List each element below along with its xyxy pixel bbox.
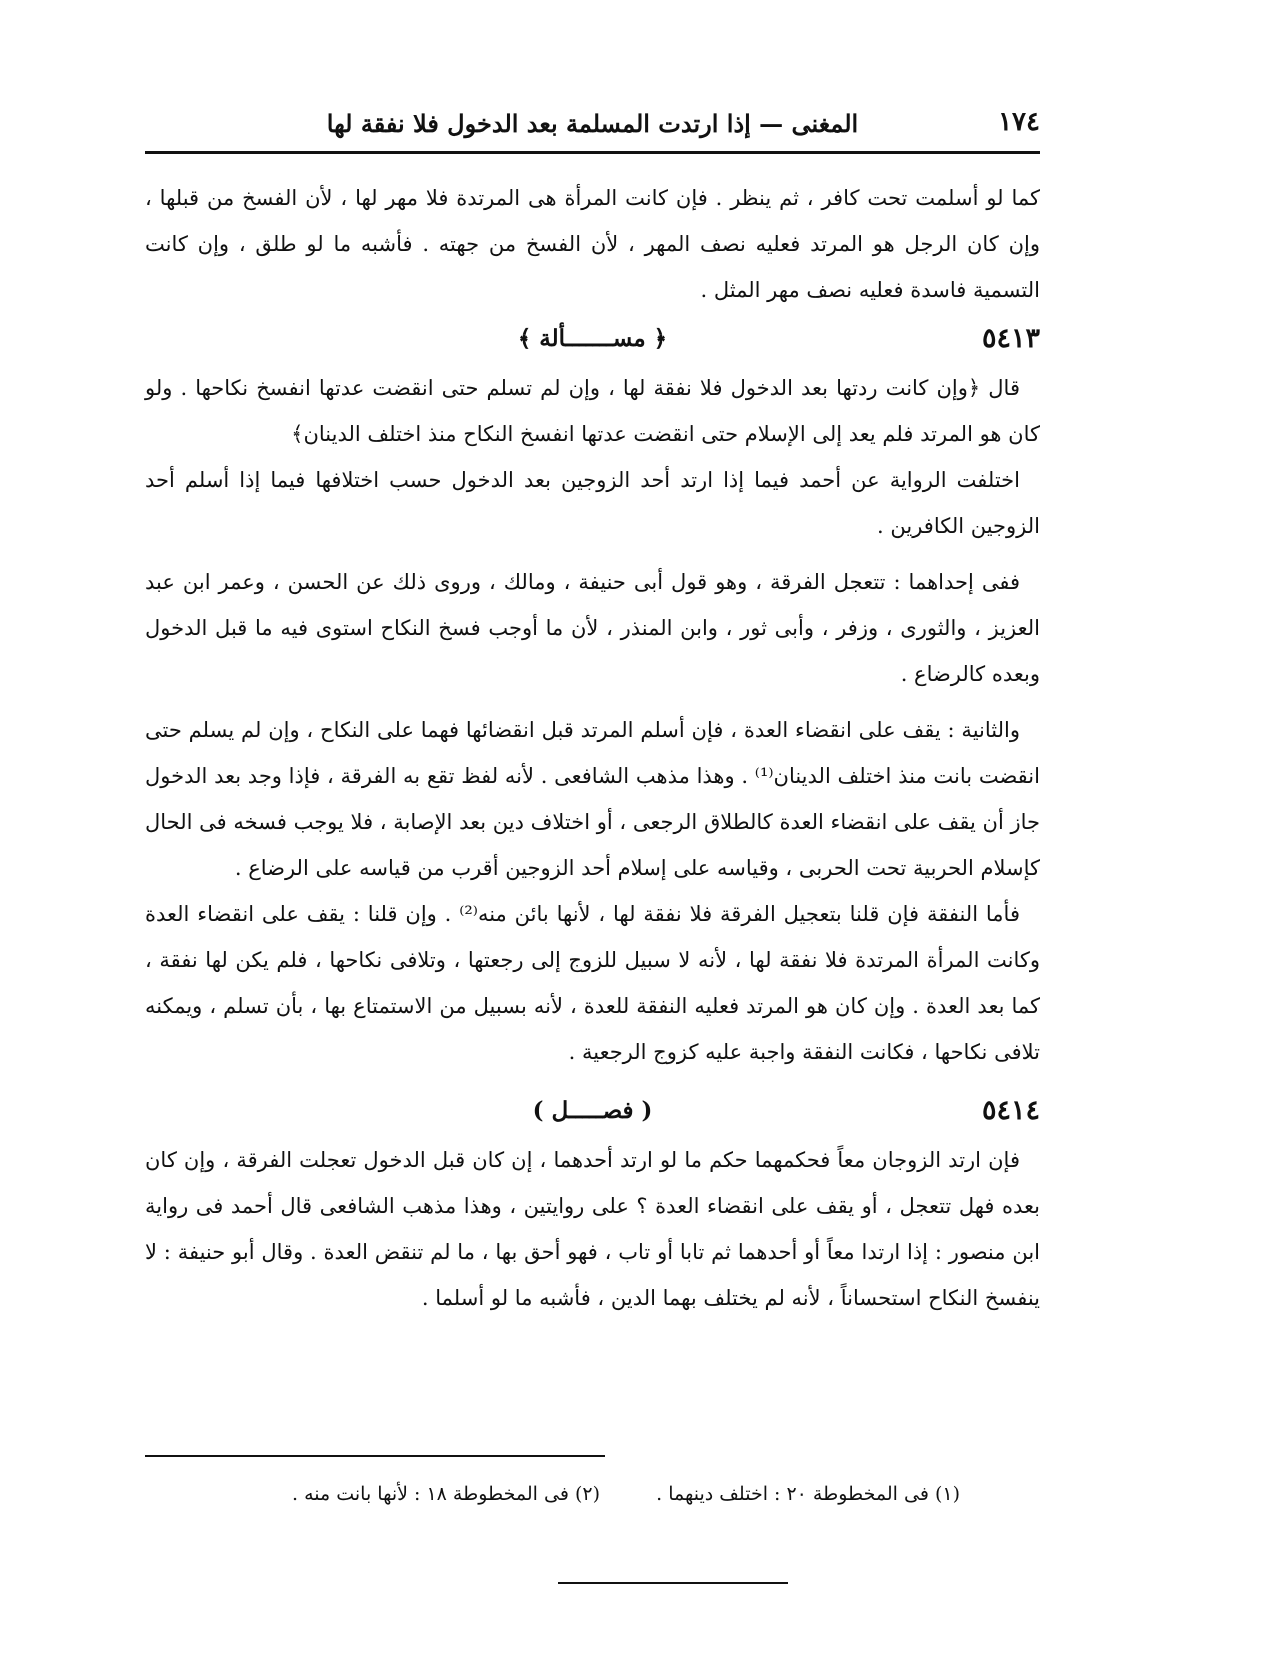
- paragraph-matn: قال ﴿وإن كانت ردتها بعد الدخول فلا نفقة لها ، وإن لم تسلم حتى انقضت عدتها انفسخ نكاحها . ولو كان هو المرتد فلم يعد إلى الإسلام حتى انقضت عدتها انفسخ النكاح منذ اختلف الدينان﴾: [145, 376, 1040, 446]
- footnote-1: (١) فى المخطوطة ٢٠ : اختلف دينهما .: [656, 1483, 960, 1505]
- section-number: ٥٤١٣: [981, 323, 1040, 354]
- paragraph: اختلفت الرواية عن أحمد فيما إذا ارتد أحد الزوجين بعد الدخول حسب اختلافها فيما إذا أسلم أحد الزوجين الكافرين .: [145, 468, 1040, 538]
- section-heading-5413: [145, 313, 1040, 365]
- paragraph: ففى إحداهما : تتعجل الفرقة ، وهو قول أبى حنيفة ، ومالك ، وروى ذلك عن الحسن ، وعمر ابن عبد العزيز ، والثورى ، وزفر ، وأبى ثور ، وابن المنذر ، لأن ما أوجب فسخ النكاح استوى فيه ما قبل الدخول وبعده كالرضاع .: [145, 570, 1040, 686]
- section-title: ﴿ مســـــــألة ﴾: [517, 325, 668, 352]
- paragraph: فأما النفقة فإن قلنا بتعجيل الفرقة فلا نفقة لها ، لأنها بائن منه⁽²⁾ . وإن قلنا : يقف على انقضاء العدة وكانت المرأة المرتدة فلا نفقة لها ، لأنه لا سبيل للزوج إلى رجعتها ، وتلافى نكاحها ، فلم يكن لها نفقة ، كما بعد العدة . وإن كان هو المرتد فعليه النفقة للعدة ، لأنه بسبيل من الاستمتاع بها ، بأن تسلم ، ويمكنه تلافى نكاحها ، فكانت النفقة واجبة عليه كزوج الرجعية .: [145, 902, 1040, 1064]
- running-title: المغنى — إذا ارتدت المسلمة بعد الدخول فلا نفقة لها: [326, 109, 859, 138]
- running-header: [145, 103, 1040, 154]
- footnote-2: (٢) فى المخطوطة ١٨ : لأنها بانت منه .: [292, 1483, 600, 1505]
- section-number: ٥٤١٤: [981, 1095, 1040, 1126]
- footnote-divider: [145, 1455, 605, 1457]
- bottom-divider: [558, 1582, 788, 1584]
- page-body: [145, 175, 1040, 1321]
- section-title: ( فصـــــل ): [532, 1097, 653, 1124]
- paragraph: فإن ارتد الزوجان معاً فحكمهما حكم ما لو ارتد أحدهما ، إن كان قبل الدخول تعجلت الفرقة ، وإن كان بعده فهل تتعجل ، أو يقف على انقضاء العدة ؟ على روايتين ، وهذا مذهب الشافعى قال أحمد فى رواية ابن منصور : إذا ارتدا معاً أو أحدهما ثم تابا أو تاب ، فهو أحق بها ، ما لم تنقض العدة . وقال أبو حنيفة : لا ينفسخ النكاح استحساناً ، لأنه لم يختلف بهما الدين ، فأشبه ما لو أسلما .: [145, 1148, 1040, 1310]
- section-heading-5414: [145, 1085, 1040, 1137]
- footnotes: [145, 1455, 1040, 1525]
- page-number: ١٧٤: [998, 107, 1040, 137]
- paragraph-continuation: كما لو أسلمت تحت كافر ، ثم ينظر . فإن كانت المرأة هى المرتدة فلا مهر لها ، لأن الفسخ من قبلها ، وإن كان الرجل هو المرتد فعليه نصف المهر ، لأن الفسخ من جهته . فأشبه ما لو طلق ، وإن كانت التسمية فاسدة فعليه نصف مهر المثل .: [145, 186, 1040, 302]
- paragraph: والثانية : يقف على انقضاء العدة ، فإن أسلم المرتد قبل انقضائها فهما على النكاح ، وإن لم يسلم حتى انقضت بانت منذ اختلف الدينان⁽¹⁾ . وهذا مذهب الشافعى . لأنه لفظ تقع به الفرقة ، فإذا وجد بعد الدخول جاز أن يقف على انقضاء العدة كالطلاق الرجعى ، أو اختلاف دين بعد الإصابة ، فلا يوجب فسخه فى الحال كإسلام الحربية تحت الحربى ، وقياسه على إسلام أحد الزوجين أقرب من قياسه على الرضاع .: [144, 718, 1040, 880]
